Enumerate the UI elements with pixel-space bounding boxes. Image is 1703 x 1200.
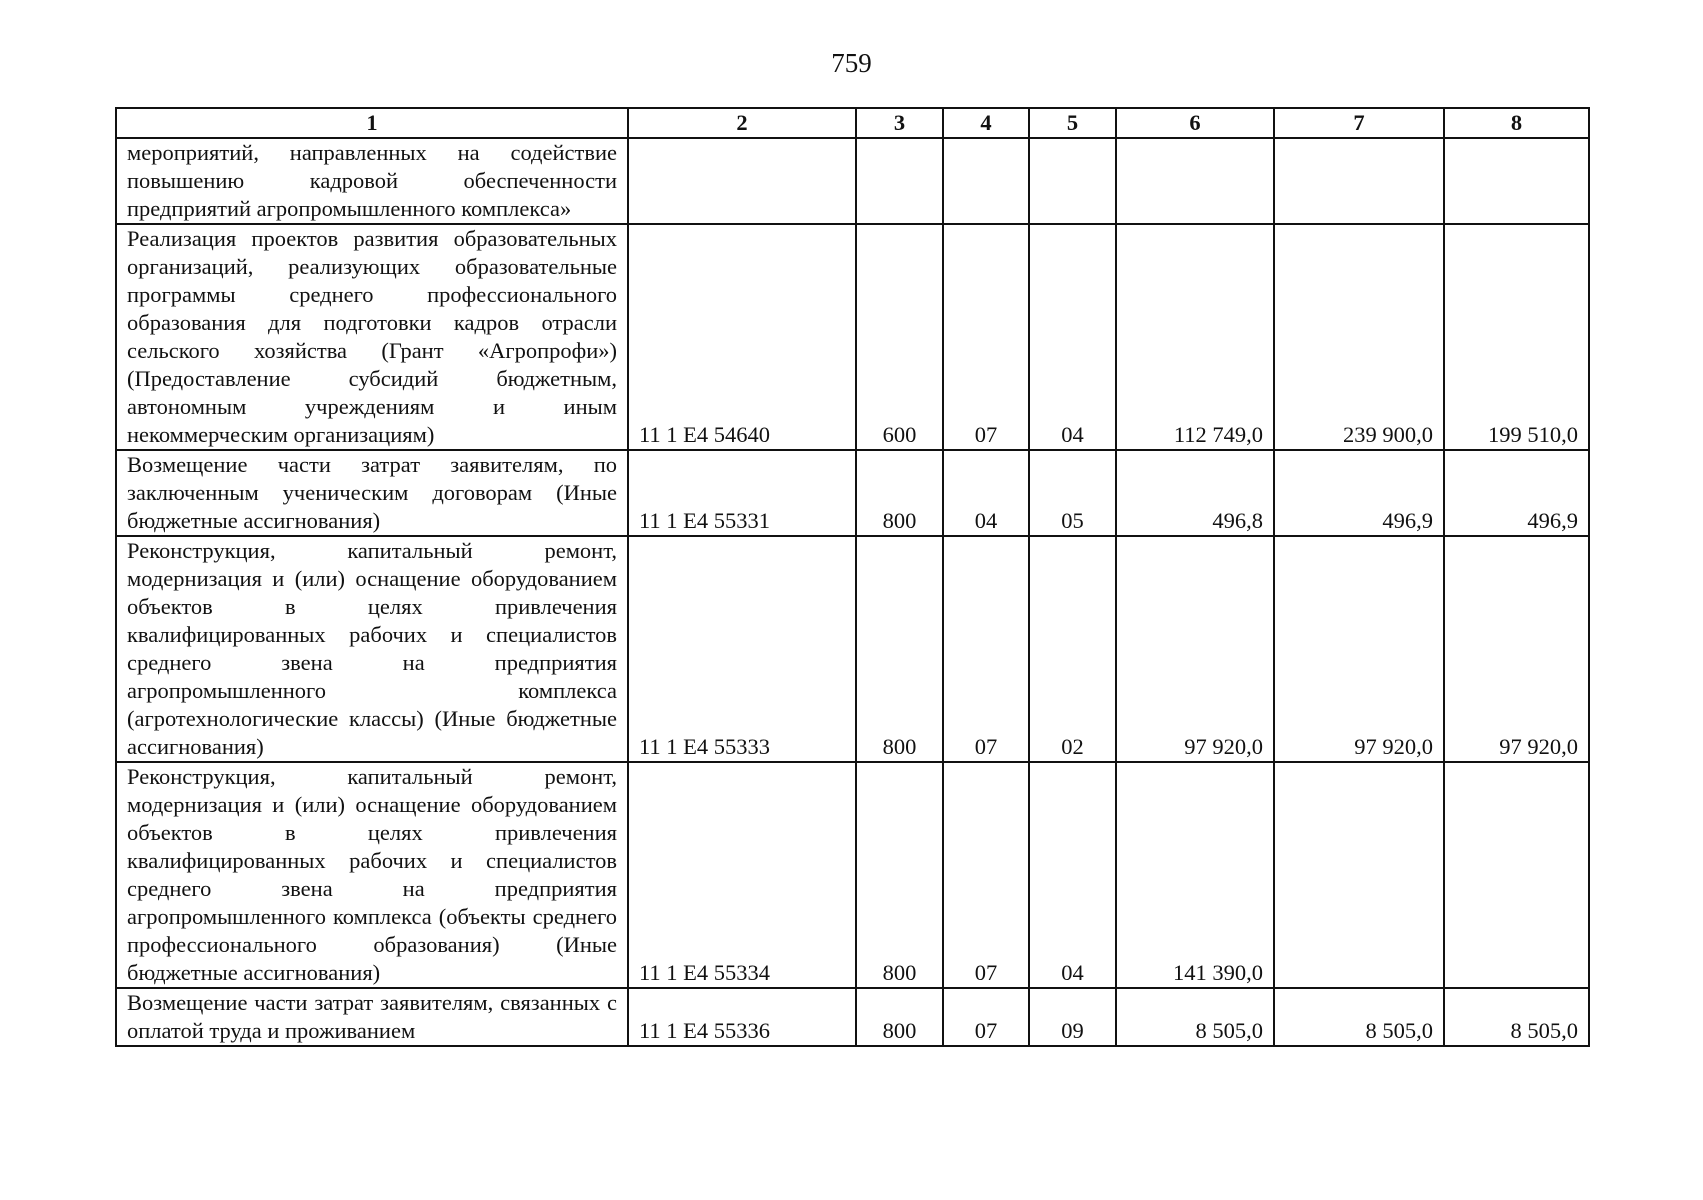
column-header-5: 5 [1029,108,1116,138]
row-col3 [856,138,943,224]
row-description: мероприятий, направленных на содействие повышению кадровой обеспеченности предприятий агропромышленного комплекса» [116,138,628,224]
row-value-7 [1274,138,1444,224]
row-col4: 07 [943,762,1029,988]
row-col5: 02 [1029,536,1116,762]
row-value-6: 112 749,0 [1116,224,1274,450]
row-value-7 [1274,762,1444,988]
table-row [116,450,1589,536]
table-header-row [116,108,1589,138]
row-col4 [943,138,1029,224]
row-col5 [1029,138,1116,224]
page-number: 759 [831,48,872,78]
row-code: 11 1 Е4 55333 [628,536,856,762]
row-value-7: 97 920,0 [1274,536,1444,762]
row-code [628,138,856,224]
row-col3: 600 [856,224,943,450]
row-value-8: 496,9 [1444,450,1589,536]
row-col3: 800 [856,450,943,536]
row-value-8: 199 510,0 [1444,224,1589,450]
row-description: Реконструкция, капитальный ремонт, модернизация и (или) оснащение оборудованием объектов в целях привлечения квалифицированных рабочих и специалистов среднего звена на предприятия агропромышленного комплекса (агротехнологические классы) (Иные бюджетные ассигнования) [116,536,628,762]
row-col4: 07 [943,536,1029,762]
row-code: 11 1 Е4 55331 [628,450,856,536]
row-value-7: 8 505,0 [1274,988,1444,1046]
row-value-7: 496,9 [1274,450,1444,536]
row-value-6: 8 505,0 [1116,988,1274,1046]
row-col4: 07 [943,988,1029,1046]
column-header-4: 4 [943,108,1029,138]
row-col3: 800 [856,536,943,762]
row-col4: 07 [943,224,1029,450]
row-value-8: 97 920,0 [1444,536,1589,762]
row-value-8 [1444,138,1589,224]
column-header-8: 8 [1444,108,1589,138]
row-value-6 [1116,138,1274,224]
column-header-7: 7 [1274,108,1444,138]
table-row [116,536,1589,762]
row-code: 11 1 Е4 54640 [628,224,856,450]
row-description: Реконструкция, капитальный ремонт, модернизация и (или) оснащение оборудованием объектов в целях привлечения квалифицированных рабочих и специалистов среднего звена на предприятия агропромышленного комплекса (объекты среднего профессионального образования) (Иные бюджетные ассигнования) [116,762,628,988]
row-value-8: 8 505,0 [1444,988,1589,1046]
table-row [116,224,1589,450]
column-header-6: 6 [1116,108,1274,138]
budget-table [115,107,1590,1047]
row-description: Возмещение части затрат заявителям, связанных с оплатой труда и проживанием [116,988,628,1046]
table-row [116,762,1589,988]
row-value-7: 239 900,0 [1274,224,1444,450]
row-value-6: 496,8 [1116,450,1274,536]
row-description: Возмещение части затрат заявителям, по заключенным ученическим договорам (Иные бюджетные ассигнования) [116,450,628,536]
row-value-8 [1444,762,1589,988]
row-col3: 800 [856,988,943,1046]
row-col5: 04 [1029,224,1116,450]
row-col3: 800 [856,762,943,988]
row-code: 11 1 Е4 55336 [628,988,856,1046]
row-col5: 09 [1029,988,1116,1046]
row-col5: 05 [1029,450,1116,536]
row-col5: 04 [1029,762,1116,988]
row-code: 11 1 Е4 55334 [628,762,856,988]
table-row [116,988,1589,1046]
row-description: Реализация проектов развития образовательных организаций, реализующих образовательные программы среднего профессионального образования для подготовки кадров отрасли сельского хозяйства (Грант «Агропрофи») (Предоставление субсидий бюджетным, автономным учреждениям и иным некоммерческим организациям) [116,224,628,450]
row-value-6: 97 920,0 [1116,536,1274,762]
row-col4: 04 [943,450,1029,536]
table-row [116,138,1589,224]
column-header-3: 3 [856,108,943,138]
row-value-6: 141 390,0 [1116,762,1274,988]
column-header-1: 1 [116,108,628,138]
column-header-2: 2 [628,108,856,138]
